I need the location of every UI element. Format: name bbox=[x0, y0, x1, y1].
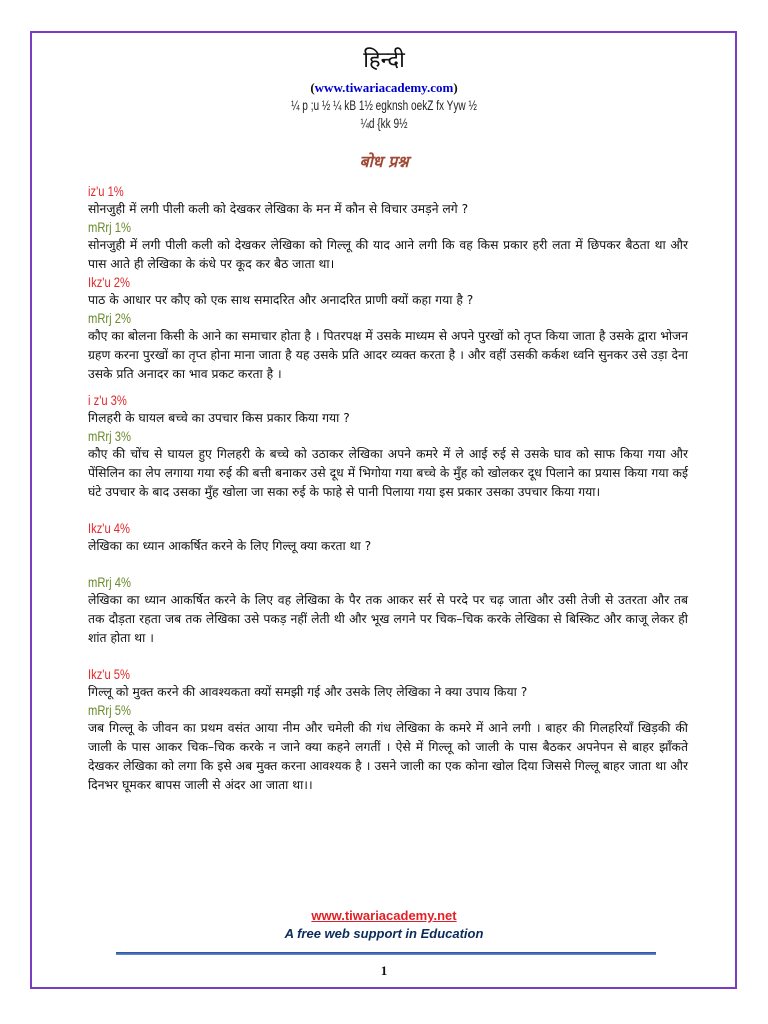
site-paren-open: ( bbox=[310, 80, 315, 95]
site-url[interactable]: www.tiwariacademy.com bbox=[314, 80, 454, 95]
qa-block-4 bbox=[88, 520, 688, 648]
section-heading: बोध प्रश्न bbox=[359, 152, 409, 171]
answer-label: mRrj 4% bbox=[88, 574, 131, 590]
answer-text: सोनजुही में लगी पीली कली को देखकर लेखिका को गिल्लू की याद आने लगी कि वह किस प्रकार हरी लता में छिपकर बैठता था और पास आते ही लेखिका के कंधे पर कूद कर बैठ जाता था। bbox=[88, 238, 688, 271]
footer-link[interactable]: www.tiwariacademy.net bbox=[311, 908, 457, 923]
footer-divider bbox=[116, 952, 656, 955]
question-label: Ikz'u 5% bbox=[88, 666, 130, 682]
question-text: पाठ के आधार पर कौए को एक साथ समादरित और अनादरित प्राणी क्यों कहा गया है ? bbox=[88, 293, 474, 307]
question-text: गिल्लू को मुक्त करने की आवश्यकता क्यों समझी गई और उसके लिए लेखिका ने क्या उपाय किया ? bbox=[88, 685, 528, 699]
answer-label: mRrj 5% bbox=[88, 702, 131, 718]
answer-label: mRrj 1% bbox=[88, 219, 131, 235]
qa-block-1 bbox=[88, 183, 688, 274]
answer-text: कौए का बोलना किसी के आने का समाचार होता है । पितरपक्ष में उसके माध्यम से अपने पुरखों को तृप्त किया जाता है उसके द्वारा भोजन ग्रहण करना पुरखों का तृप्त होना माना जाता है यह उसके प्रति आदर व्यक्त करता है । और वहीं उसकी कर्कश ध्वनि सुनकर उसे उड़ा देना उसके प्रति अनादर का भाव प्रकट करता है । bbox=[88, 329, 688, 381]
qa-block-3 bbox=[88, 392, 688, 502]
page-title: हिन्दी bbox=[363, 48, 405, 73]
answer-text: कौए की चोंच से घायल हुए गिलहरी के बच्चे को उठाकर लेखिका अपने कमरे में ले आई रुई से उसके घाव को साफ किया गया और पेंसिलिन का लेप लगाया गया रुई की बत्ती बनाकर उसे दूध में भिगोया गया बच्चे के मुँह को खोलकर दूध पिलाने का प्रयास किया गया कई घंटे उपचार के बाद उसका मुँह खोला जा सका रुई के फाहे से पानी पिलाया गया इस प्रकार उसका उपचार किया गया। bbox=[88, 447, 688, 499]
question-text: गिलहरी के घायल बच्चे का उपचार किस प्रकार किया गया ? bbox=[88, 411, 350, 425]
qa-content bbox=[88, 183, 688, 795]
page-number: 1 bbox=[380, 963, 388, 978]
question-text: लेखिका का ध्यान आकर्षित करने के लिए गिल्लू क्या करता था ? bbox=[88, 539, 372, 553]
answer-label: mRrj 2% bbox=[88, 310, 131, 326]
question-label: Ikz'u 2% bbox=[88, 274, 130, 290]
question-label: Ikz'u 4% bbox=[88, 520, 130, 536]
site-link bbox=[0, 80, 768, 96]
class-info-line: ¼d {kk 9½ bbox=[360, 115, 408, 131]
footer-tagline: A free web support in Education bbox=[284, 926, 484, 941]
answer-label: mRrj 3% bbox=[88, 428, 131, 444]
question-label: iz'u 1% bbox=[88, 183, 124, 199]
qa-block-2 bbox=[88, 274, 688, 384]
chapter-info-line: ¼ p ;u ½ ¼ kB 1½ egknsh oekZ fx Yyw ½ bbox=[291, 97, 477, 113]
question-label: i z'u 3% bbox=[88, 392, 127, 408]
qa-block-5 bbox=[88, 666, 688, 795]
answer-text: लेखिका का ध्यान आकर्षित करने के लिए वह लेखिका के पैर तक आकर सर्र से परदे पर चढ़ जाता और उसी तेजी से उतरता और तब तक दौड़ता रहता जब तक लेखिका उसे पकड़ नहीं लेती थी और भूख लगने पर चिक–चिक करके लेखिका से बिस्किट और काजू लेकर ही शांत होता था । bbox=[88, 593, 688, 645]
question-text: सोनजुही में लगी पीली कली को देखकर लेखिका के मन में कौन से विचार उमड़ने लगे ? bbox=[88, 202, 469, 216]
answer-text: जब गिल्लू के जीवन का प्रथम वसंत आया नीम और चमेली की गंध लेखिका के कमरे में आने लगी । बाहर की गिलहरियाँ खिड़की की जाली के पास आकर चिक–चिक करके न जाने क्या कहने लगतीं । ऐसे में गिल्लू को जाली के पास बैठकर अपनेपन से बाहर झाँकते देखकर लेखिका को लगा कि इसे अब मुक्त करना आवश्यक है । उसने जाली का एक कोना खोल दिया जिससे गिल्लू बाहर जाता था और दिनभर घूमकर बापस जाली से अंदर आ जाता था।। bbox=[88, 721, 688, 792]
site-paren-close: ) bbox=[453, 80, 458, 95]
